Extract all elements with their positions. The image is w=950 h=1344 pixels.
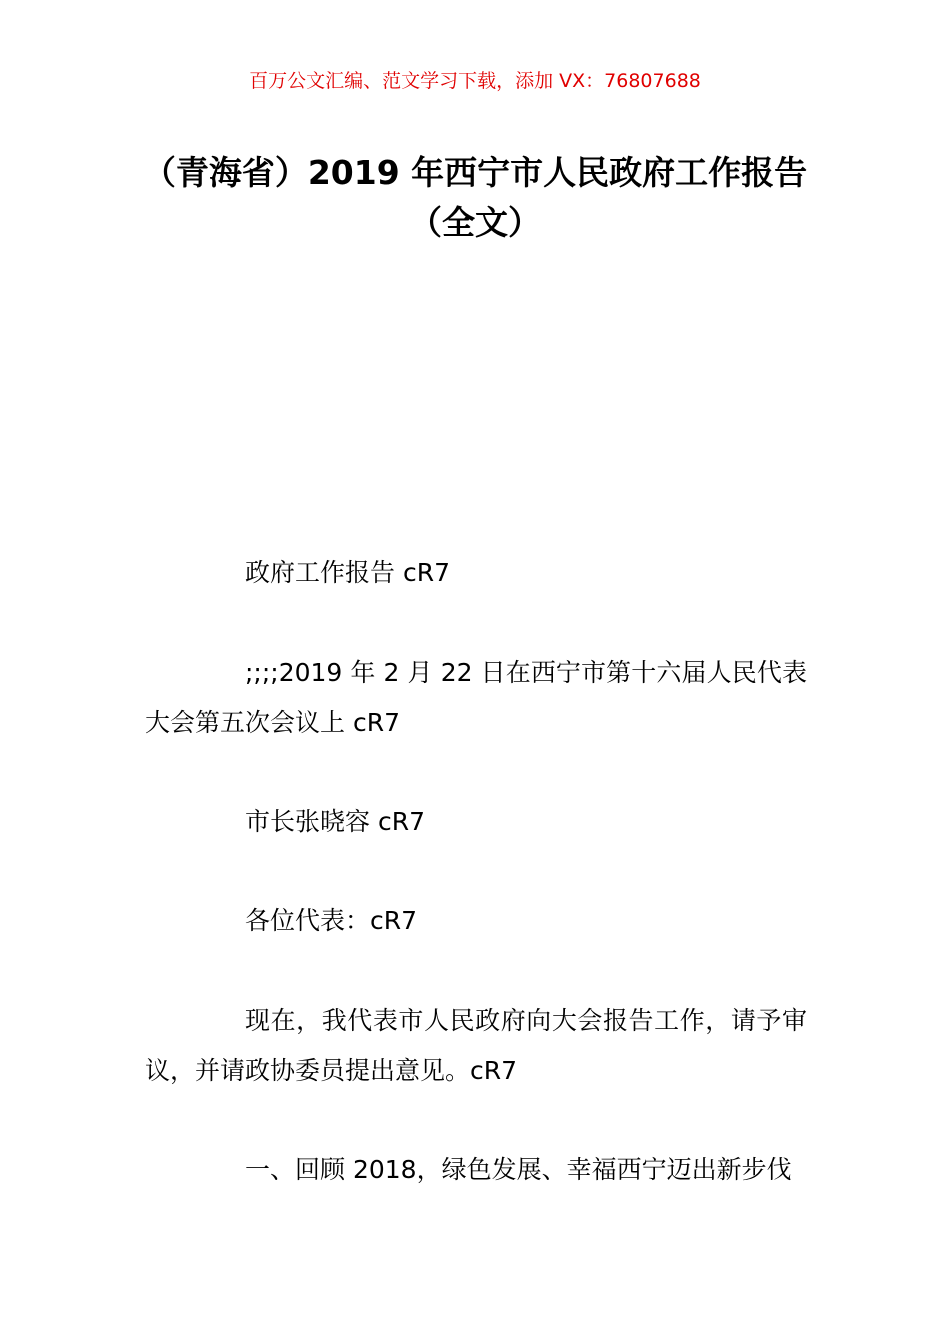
paragraph-intro: 现在，我代表市人民政府向大会报告工作，请予审议，并请政协委员提出意见。cR7: [145, 1006, 807, 1085]
paragraph-meeting-info: ;;;;2019 年 2 月 22 日在西宁市第十六届人民代表大会第五次会议上 cR7: [145, 658, 807, 737]
document-title: （青海省）2019 年西宁市人民政府工作报告（全文）: [142, 153, 808, 242]
paragraph-mayor: 市长张晓容 cR7: [245, 807, 425, 836]
header-note: 百万公文汇编、范文学习下载，添加 VX：76807688: [249, 70, 701, 92]
section-heading-review-2018: 一、回顾 2018，绿色发展、幸福西宁迈出新步伐: [245, 1155, 792, 1184]
paragraph-salutation: 各位代表：cR7: [245, 906, 418, 935]
paragraph-report-label: 政府工作报告 cR7: [245, 558, 450, 587]
